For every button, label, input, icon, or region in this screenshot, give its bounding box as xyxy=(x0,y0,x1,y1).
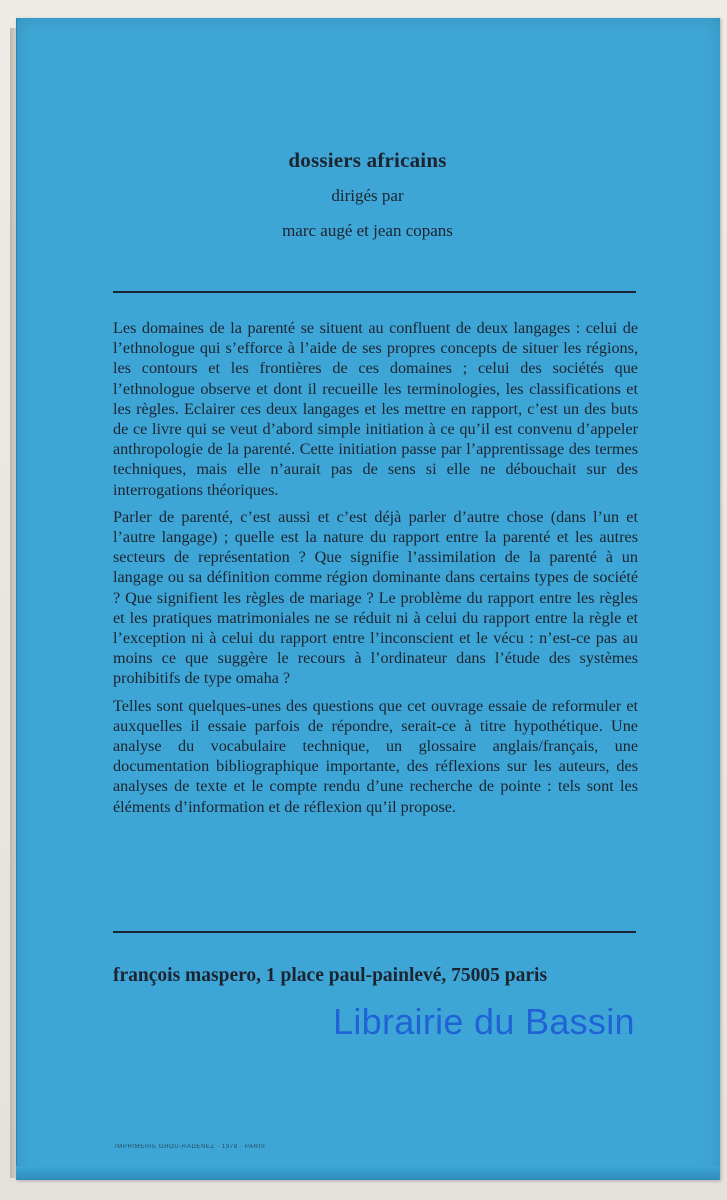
blurb-paragraph-3: Telles sont quelques-unes des questions que cet ouvrage essaie de reformuler et auxquelles il essaie parfois de répondre, serait-ce à titre hypothétique. Une analyse du vocabulaire technique, un glossaire anglais/français, une documentation bibliographique importante, des réflexions sur les auteurs, des analyses de texte et le compte rendu d’une recherche de pointe : tels sont les éléments d’information et de réflexion qu’il propose. xyxy=(113,696,638,816)
directed-by-label: dirigés par xyxy=(331,186,404,205)
publisher-address: françois maspero, 1 place paul-painlevé, 75005 paris xyxy=(113,965,548,986)
blurb-text xyxy=(113,318,638,824)
series-title: dossiers africains xyxy=(288,148,447,172)
bottom-divider xyxy=(113,931,636,933)
cover-bottom-edge xyxy=(16,1166,719,1180)
blurb-paragraph-1: Les domaines de la parenté se situent au confluent de deux langages : celui de l’ethnologue qui s’efforce à l’aide de ses propres concepts de situer les régions, les contours et les frontières de ces domaines ; celui des sociétés que l’ethnologue observe et dont il recueille les terminologies, les classifications et les règles. Eclairer ces deux langages et les mettre en rapport, c’est un des buts de ce livre qui se veut d’abord simple initiation à ce qu’il est convenu d’appeler anthropologie de la parenté. Cette initiation passe par l’apprentissage des termes techniques, mais elle n’aurait pas de sens si elle ne débouchait sur des interrogations théoriques. xyxy=(113,319,638,499)
bookseller-watermark: Librairie du Bassin xyxy=(333,1001,635,1042)
series-editors: marc augé et jean copans xyxy=(282,221,453,240)
blurb-paragraph-2: Parler de parenté, c’est aussi et c’est déjà parler d’autre chose (dans l’un et l’autre langage) ; quelle est la nature du rapport entre la parenté et les autres secteurs de représentation ? Que signifie l’assimilation de la parenté à un langage ou sa définition comme région dominante dans certains types de société ? Que signifient les règles de mariage ? Le problème du rapport entre les règles et les pratiques matrimoniales ne se réduit ni à celui du rapport entre la règle et l’exception ni à celui du rapport entre l’inconscient et le vécu : n’est-ce pas au moins ce que suggère le recours à l’ordinateur dans l’étude des systèmes prohibitifs de type omaha ? xyxy=(113,507,638,688)
printer-imprint: IMPRIMERIE GROU-RADENEZ · 1978 · PARIS xyxy=(115,1144,266,1150)
top-divider xyxy=(113,291,636,293)
